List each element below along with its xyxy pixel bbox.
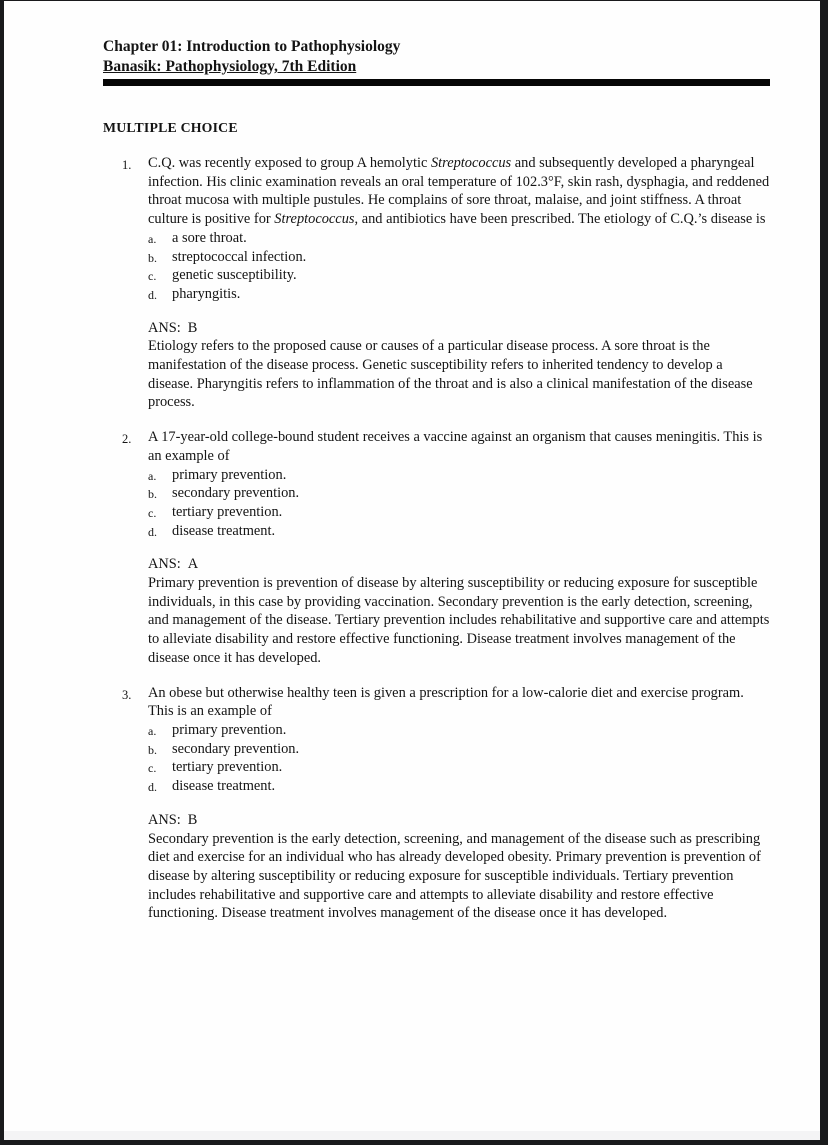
option-text: disease treatment. xyxy=(172,778,276,795)
option-text: primary prevention. xyxy=(172,721,287,738)
page-bottom-edge xyxy=(4,1131,820,1140)
stem-text: C.Q. was recently exposed to group A hemolytic xyxy=(148,155,431,171)
option-letter: d. xyxy=(148,287,157,302)
question-stem xyxy=(148,154,770,229)
option-text: genetic susceptibility. xyxy=(172,267,297,284)
question-number: 3. xyxy=(122,687,132,702)
answer-block xyxy=(148,555,770,667)
explanation-text: Etiology refers to the proposed cause or causes of a particular disease process. A sore throat is the manifestation of the disease process. Genetic susceptibility refers to inherited tendency to develop a disease. Pharyngitis refers to inflammation of the throat and is also a clinical manifestation of the disease process. xyxy=(148,338,753,411)
option-text: streptococcal infection. xyxy=(172,248,307,265)
italic-term: Streptococcus xyxy=(430,155,512,171)
answer-line xyxy=(148,319,770,338)
option-text: secondary prevention. xyxy=(172,485,300,502)
stem-text: and subsequently developed a pharyngeal infection. His clinic examination reveals an oral temperature of 102.3°F, skin rash, dysphagia, and reddened throat mucosa with multiple pustules. He complains of sore throat, malaise, and joint stiffness. A throat culture is positive for xyxy=(148,155,770,228)
option-text: a sore throat. xyxy=(172,229,247,246)
answer-block xyxy=(148,319,770,413)
explanation-text: Primary prevention is prevention of disease by altering susceptibility or reducing exposure for susceptible individuals, in this case by providing vaccination. Secondary prevention is the early detection, screening, and management of the disease. Tertiary prevention includes rehabilitative and supportive care and attempts to alleviate disability and restore effective functioning. Disease treatment involves management of the disease once it has developed. xyxy=(148,575,770,666)
italic-term: Streptococcus xyxy=(274,211,355,228)
option-row xyxy=(148,266,770,285)
options-list xyxy=(148,466,770,541)
answer-value: B xyxy=(187,811,198,828)
option-letter: c. xyxy=(148,761,157,776)
question-number: 2. xyxy=(122,432,132,447)
option-row xyxy=(148,466,770,485)
question-body xyxy=(148,684,770,923)
option-letter: b. xyxy=(148,250,157,265)
option-row xyxy=(148,503,770,522)
stem-text: , and antibiotics have been prescribed. The etiology of C.Q.’s disease is xyxy=(354,211,766,228)
question-stem xyxy=(148,428,770,465)
option-letter: c. xyxy=(148,269,157,284)
option-row xyxy=(148,248,770,267)
options-list xyxy=(148,229,770,304)
questions-list xyxy=(103,154,770,923)
answer-label: ANS: xyxy=(148,556,181,573)
answer-line xyxy=(148,555,770,574)
option-row xyxy=(148,758,770,777)
question-number: 1. xyxy=(122,158,132,172)
answer-block xyxy=(148,811,770,923)
option-text: pharyngitis. xyxy=(172,285,241,302)
stem-text: A 17-year-old college-bound student receives a vaccine against an organism that causes meningitis. This is an example of xyxy=(148,429,763,464)
explanation-text: Secondary prevention is the early detection, screening, and management of the disease such as prescribing diet and exercise for an individual who has already developed obesity. Primary prevention is prevention of disease by altering susceptibility or reducing exposure for susceptible individuals. Tertiary prevention includes rehabilitative and supportive care and attempts to alleviate disability and restore effective functioning. Disease treatment involves management of the disease once it has developed. xyxy=(148,830,761,922)
options-list xyxy=(148,721,770,796)
option-letter: a. xyxy=(148,468,157,483)
answer-label: ANS: xyxy=(148,811,181,828)
question-item xyxy=(103,428,770,667)
answer-label: ANS: xyxy=(148,319,181,336)
document-header xyxy=(103,37,770,86)
option-text: secondary prevention. xyxy=(172,740,300,757)
option-letter: d. xyxy=(148,780,157,795)
option-row xyxy=(148,721,770,740)
option-letter: a. xyxy=(148,723,157,738)
option-row xyxy=(148,740,770,759)
option-row xyxy=(148,229,770,248)
option-text: tertiary prevention. xyxy=(172,503,283,520)
option-letter: d. xyxy=(148,524,157,539)
answer-line xyxy=(148,811,770,830)
option-row xyxy=(148,484,770,503)
option-letter: b. xyxy=(148,487,157,502)
stem-text: An obese but otherwise healthy teen is given a prescription for a low-calorie diet and exercise program. This is an example of xyxy=(148,684,744,720)
option-text: disease treatment. xyxy=(172,522,276,539)
answer-value: B xyxy=(187,319,198,336)
chapter-title: Chapter 01: Introduction to Pathophysiology xyxy=(103,38,401,55)
book-title: Banasik: Pathophysiology, 7th Edition xyxy=(103,58,357,75)
question-stem xyxy=(148,684,770,721)
option-row xyxy=(148,777,770,796)
question-body xyxy=(148,428,770,667)
option-text: tertiary prevention. xyxy=(172,759,283,776)
option-row xyxy=(148,285,770,304)
option-text: primary prevention. xyxy=(172,466,287,483)
option-letter: c. xyxy=(148,505,157,520)
header-rule xyxy=(103,79,770,86)
question-body xyxy=(148,154,770,412)
answer-value: A xyxy=(187,556,199,573)
question-item xyxy=(103,684,770,923)
option-letter: b. xyxy=(148,742,157,757)
option-letter: a. xyxy=(148,231,157,246)
option-row xyxy=(148,522,770,541)
section-heading: MULTIPLE CHOICE xyxy=(103,120,238,135)
document-page xyxy=(4,1,820,1140)
question-item xyxy=(103,154,770,412)
